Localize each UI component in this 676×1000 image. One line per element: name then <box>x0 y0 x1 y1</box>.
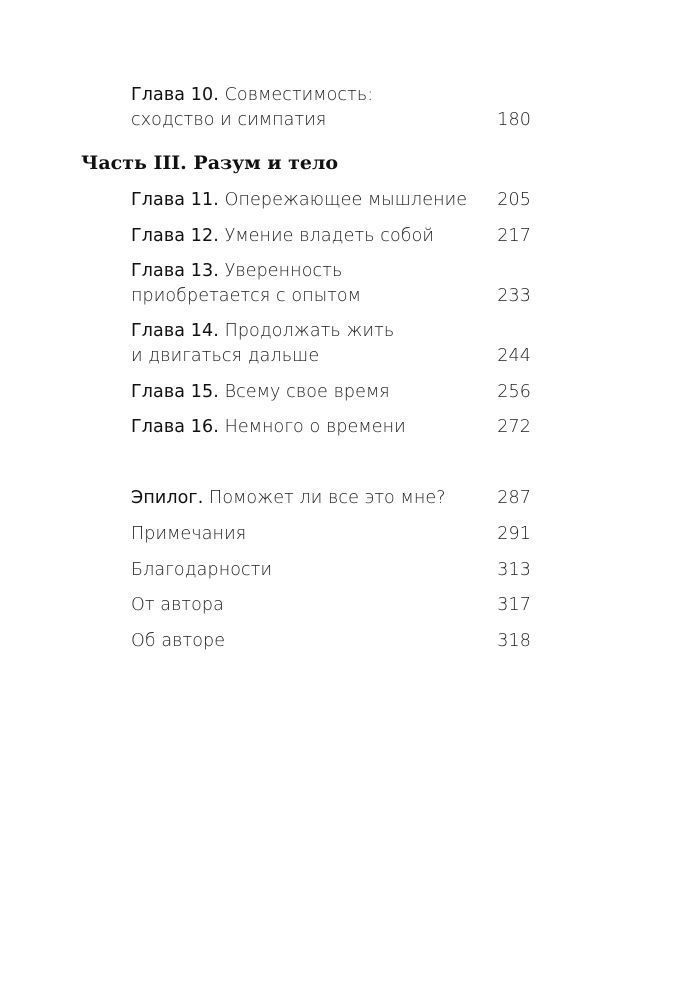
toc-entry-lead: Глава 15. <box>131 382 219 402</box>
toc-entry-chapter-11 <box>131 188 531 213</box>
toc-page-number: 317 <box>497 595 531 615</box>
toc-page-number: 233 <box>497 286 531 306</box>
toc-entry-chapter-13 <box>131 259 531 309</box>
toc-entry-title-line1: Уверенность <box>218 261 343 281</box>
toc-entry-label <box>131 415 471 440</box>
toc-entry-lead: Глава 14. <box>131 321 219 341</box>
toc-entry-label <box>131 319 471 369</box>
toc-entry-title-line1: Продолжать жить <box>218 321 395 341</box>
toc-entry-label <box>131 259 471 309</box>
toc-page-number: 205 <box>497 190 531 210</box>
toc-entry-title: Об авторе <box>131 631 226 651</box>
toc-entry-lead: Глава 11. <box>131 190 219 210</box>
toc-entry-lead: Глава 16. <box>131 417 219 437</box>
toc-entry-about-author <box>131 629 531 654</box>
toc-page-number: 180 <box>497 110 531 130</box>
toc-page-number: 217 <box>497 226 531 246</box>
toc-entry-from-author <box>131 593 531 618</box>
toc-entry-title: Немного о времени <box>218 417 406 437</box>
toc-page-number: 244 <box>497 346 531 366</box>
toc-entry-title-line1: Совместимость: <box>218 85 374 105</box>
toc-page-number: 256 <box>497 382 531 402</box>
toc-entry-title: От автора <box>131 595 224 615</box>
toc-page-number: 313 <box>497 560 531 580</box>
toc-entry-title-line2: и двигаться дальше <box>131 346 320 366</box>
toc-entry-label <box>131 83 471 133</box>
toc-entry-label <box>131 486 471 511</box>
toc-entry-lead: Глава 13. <box>131 261 219 281</box>
toc-entry-title: Всему свое время <box>218 382 390 402</box>
toc-entry-chapter-10 <box>131 83 531 133</box>
part-heading: Часть III. Разум и тело <box>81 152 339 174</box>
toc-entry-title: Благодарности <box>131 560 273 580</box>
toc-entry-title: Поможет ли все это мне? <box>203 488 446 508</box>
toc-entry-chapter-16 <box>131 415 531 440</box>
toc-page-number: 287 <box>497 488 531 508</box>
toc-entry-label <box>131 380 471 405</box>
toc-entry-title: Примечания <box>131 524 247 544</box>
toc-entry-notes <box>131 522 531 547</box>
toc-entry-lead: Глава 10. <box>131 85 219 105</box>
toc-entry-title-line2: сходство и симпатия <box>131 110 327 130</box>
toc-entry-lead: Эпилог. <box>131 488 204 508</box>
toc-entry-title: Опережающее мышление <box>218 190 468 210</box>
toc-page-number: 272 <box>497 417 531 437</box>
toc-page-number: 291 <box>497 524 531 544</box>
toc-entry-title-line2: приобретается с опытом <box>131 286 362 306</box>
toc-entry-label <box>131 188 471 213</box>
toc-entry-lead: Глава 12. <box>131 226 219 246</box>
toc-entry-acknowledgments <box>131 558 531 583</box>
toc-entry-chapter-12 <box>131 224 531 249</box>
toc-entry-chapter-15 <box>131 380 531 405</box>
toc-entry-label <box>131 224 471 249</box>
toc-entry-chapter-14 <box>131 319 531 369</box>
toc-entry-title: Умение владеть собой <box>218 226 435 246</box>
toc-page-number: 318 <box>497 631 531 651</box>
toc-entry-epilogue <box>131 486 531 511</box>
